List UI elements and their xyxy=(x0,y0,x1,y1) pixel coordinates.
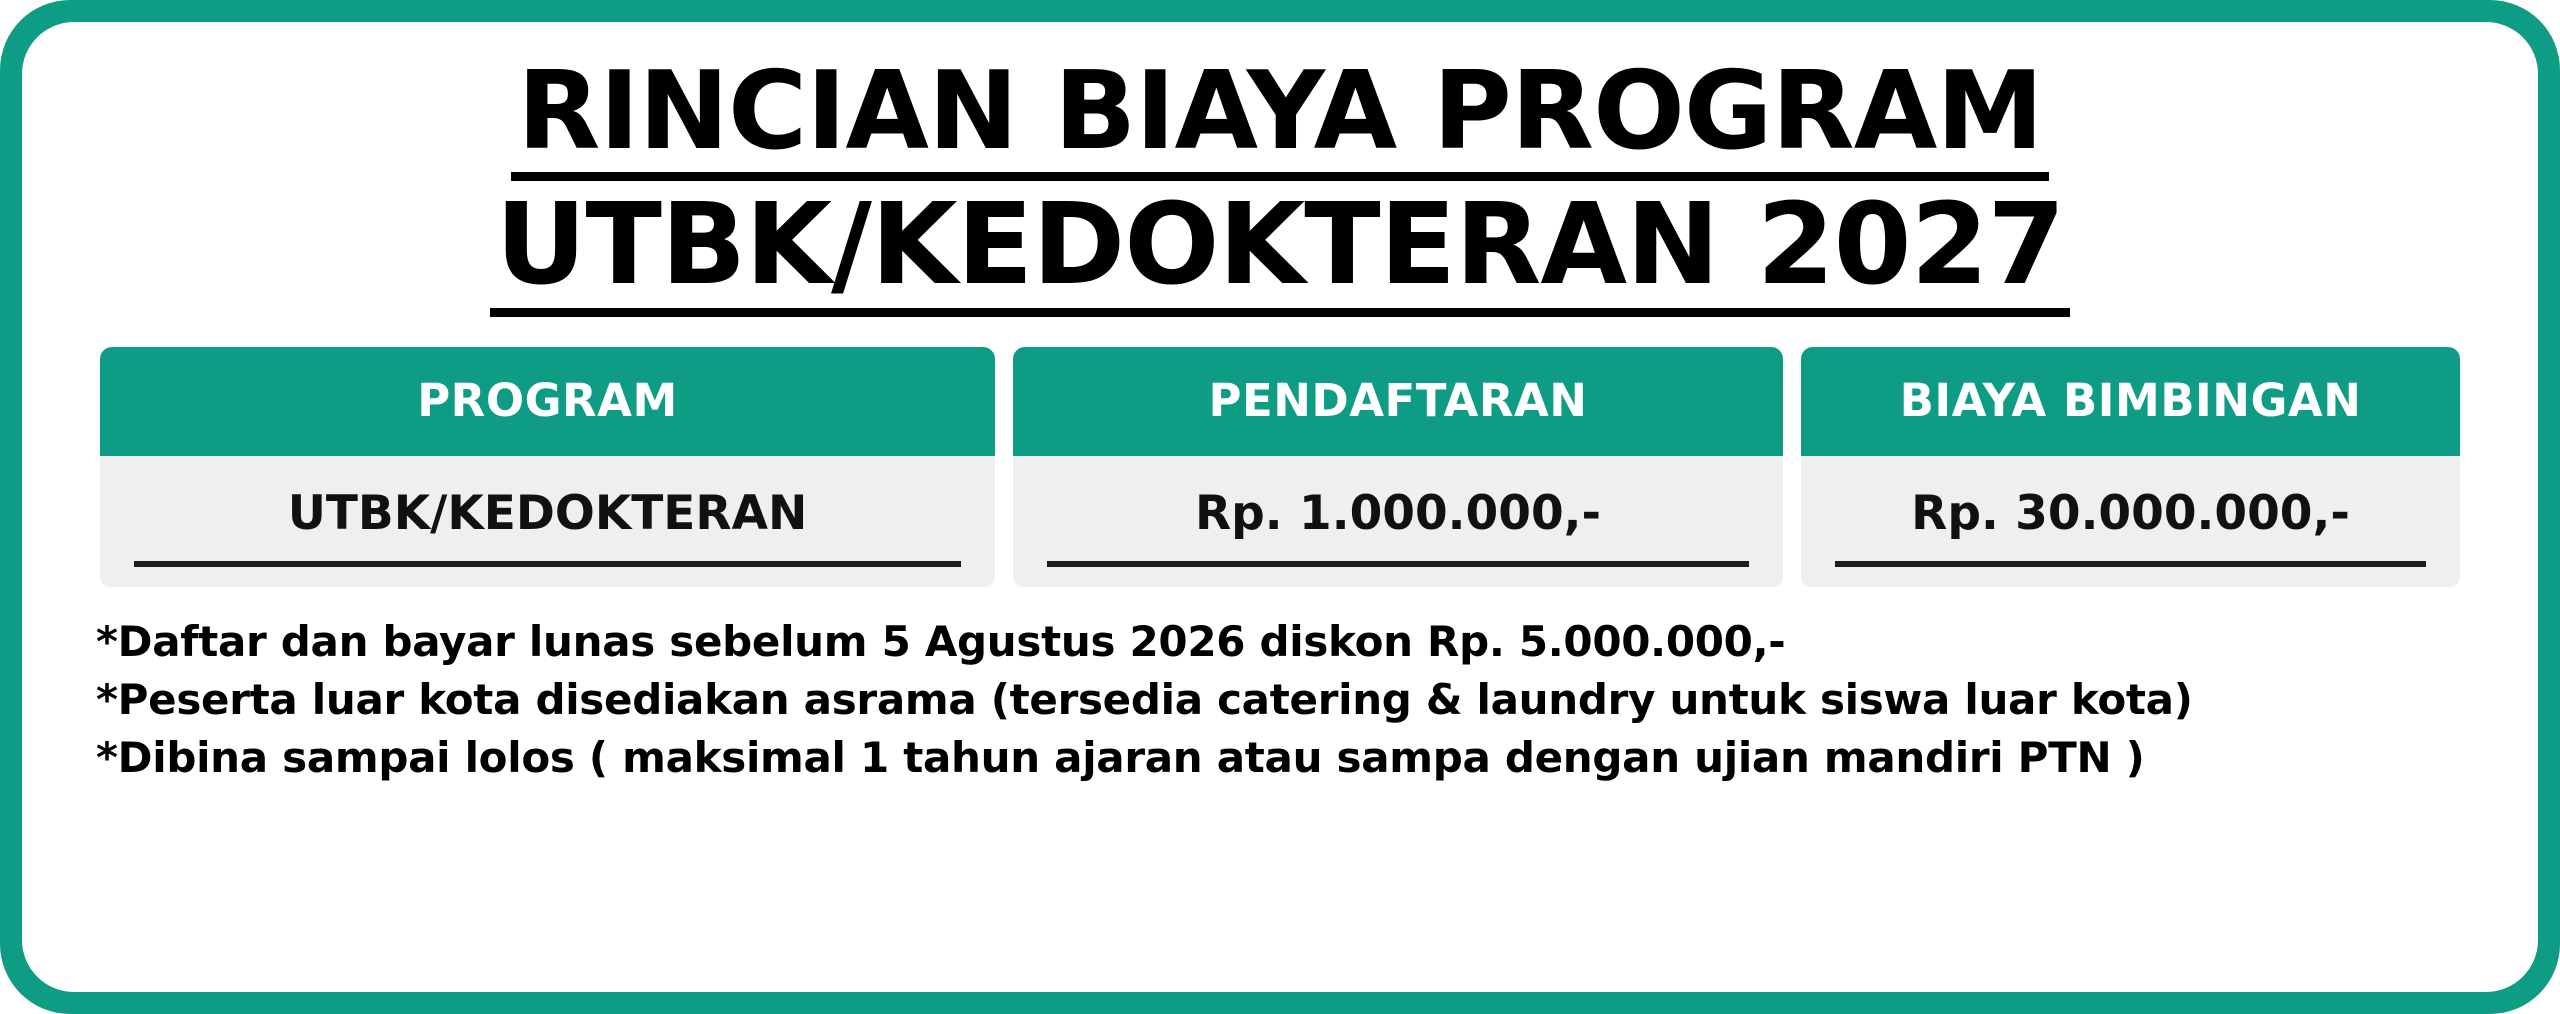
notes-list xyxy=(88,613,2472,787)
table-row xyxy=(100,456,995,587)
table-column-bimbingan xyxy=(1801,347,2460,587)
note-item: *Daftar dan bayar lunas sebelum 5 Agustus 2026 diskon Rp. 5.000.000,- xyxy=(96,616,1786,666)
table-column-pendaftaran xyxy=(1013,347,1783,587)
cell-bimbingan-value: Rp. 30.000.000,- xyxy=(1835,486,2426,567)
pricing-table xyxy=(88,347,2472,587)
column-header-program: PROGRAM xyxy=(100,347,995,456)
title-line-1: RINCIAN BIAYA PROGRAM xyxy=(511,56,2049,181)
page-title xyxy=(88,49,2472,317)
table-row xyxy=(1801,456,2460,587)
column-header-pendaftaran: PENDAFTARAN xyxy=(1013,347,1783,456)
column-header-bimbingan: BIAYA BIMBINGAN xyxy=(1801,347,2460,456)
cell-pendaftaran-value: Rp. 1.000.000,- xyxy=(1047,486,1749,567)
table-column-program xyxy=(100,347,995,587)
title-line-2: UTBK/KEDOKTERAN 2027 xyxy=(490,187,2071,316)
note-item: *Dibina sampai lolos ( maksimal 1 tahun ajaran atau sampa dengan ujian mandiri PTN ) xyxy=(96,732,2145,782)
table-row xyxy=(1013,456,1783,587)
note-item: *Peserta luar kota disediakan asrama (tersedia catering & laundry untuk siswa luar kota) xyxy=(96,674,2193,724)
cell-program-value: UTBK/KEDOKTERAN xyxy=(134,486,961,567)
poster-body xyxy=(22,22,2538,992)
